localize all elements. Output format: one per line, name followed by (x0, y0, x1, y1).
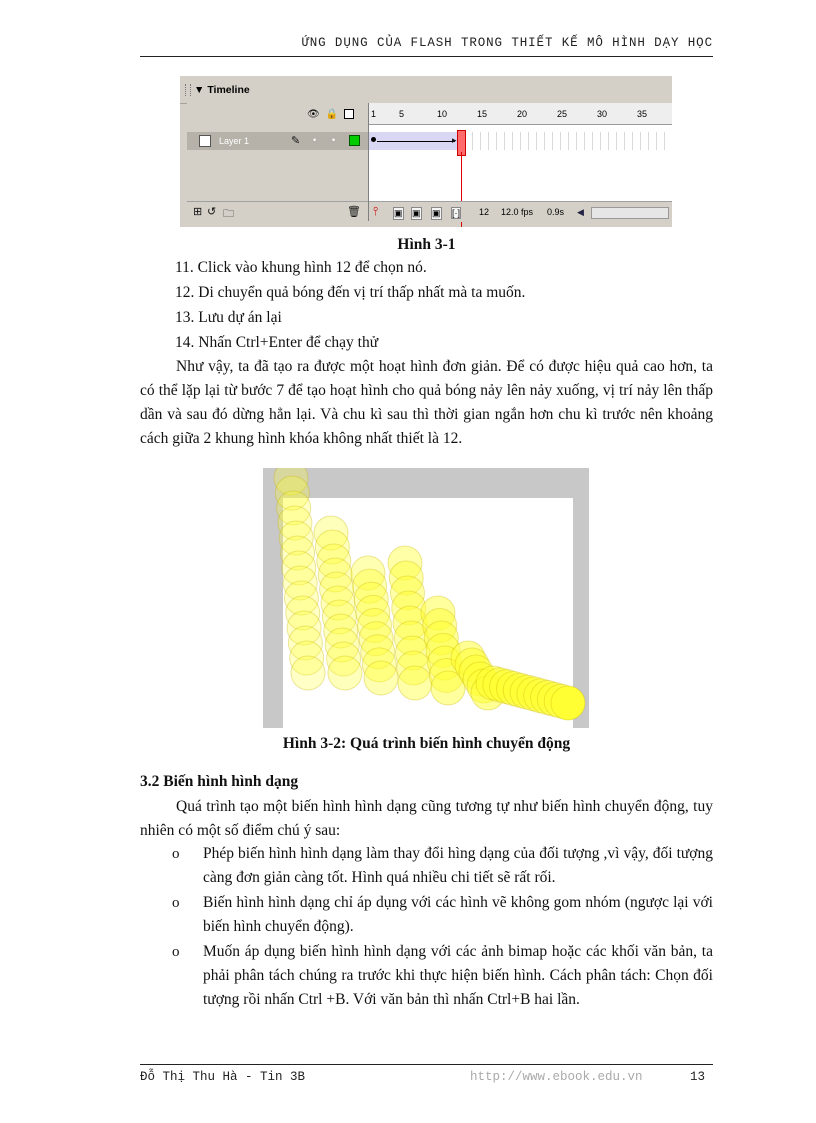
ruler-tick: 5 (399, 109, 405, 119)
keyframe-dot-icon (371, 137, 376, 142)
bullet-marker: o (172, 895, 180, 911)
bullet-marker: o (172, 944, 180, 960)
outline-icon (344, 109, 354, 119)
collapse-triangle-icon: ▼ (194, 84, 208, 96)
tween-arrow (377, 141, 455, 142)
visibility-dot-icon: • (313, 135, 317, 145)
onion-skin-balls (263, 468, 589, 728)
layer-name: Layer 1 (219, 136, 250, 146)
figure-1-caption: Hình 3-1 (397, 236, 456, 253)
current-frame: 12 (479, 207, 490, 217)
footer-author: Đỗ Thị Thu Hà - Tin 3B (140, 1070, 306, 1084)
bouncing-ball-figure (263, 468, 589, 728)
onion-outline-icon[interactable]: ▣ (412, 208, 421, 218)
bullet-marker: o (172, 846, 180, 862)
layer-icon (199, 135, 211, 147)
ruler-tick: 15 (477, 109, 488, 119)
timeline-title: Timeline (207, 84, 250, 96)
horizontal-scrollbar[interactable] (591, 207, 669, 219)
page-number: 13 (690, 1070, 706, 1084)
center-frame-icon[interactable]: ⫯ (373, 204, 379, 218)
delete-layer-icon[interactable]: 🗑 (347, 206, 361, 218)
ball-frame (551, 686, 585, 720)
tween-arrow-head-icon: ▸ (452, 135, 457, 145)
timeline-status-bar (369, 201, 672, 222)
ruler-tick: 1 (371, 109, 377, 119)
ruler-tick: 30 (597, 109, 608, 119)
paragraph-bouncing-ball: Như vậy, ta đã tạo ra được một hoạt hình đơn giản. Để có được hiệu quả cao hơn, ta có thể lặp lại từ bước 7 để tạo hoạt hình cho quả bóng nảy lên nảy xuống, vị trí nảy lên thấp dần và sau đó dừng hẳn lại. Và chu kì sau thì thời gian ngắn hơn chu kì trước nên khoảng cách giữa 2 khung hình khóa không nhất thiết là 12. (140, 358, 713, 447)
panel-grip-icon (185, 84, 191, 96)
frame-ruler (369, 103, 672, 125)
ruler-tick: 35 (637, 109, 648, 119)
bullet-item: Biến hình hình dạng chỉ áp dụng với các hình vẽ không gom nhóm (ngược lại với biến hình chuyển động). (203, 894, 713, 935)
layer-row[interactable] (187, 132, 368, 150)
onion-skin-icon[interactable]: ▣ (394, 208, 403, 218)
bullet-item: Phép biến hình hình dạng làm thay đổi hìng dạng của đối tượng ,vì vậy, đối tượng càng đơn giản càng tốt. Hình quá nhiều chi tiết sẽ rất rối. (203, 845, 713, 886)
step-14: 14. Nhấn Ctrl+Enter để chạy thử (175, 334, 379, 351)
ball-frame (328, 656, 362, 690)
lock-dot-icon: • (332, 135, 336, 145)
ball-frame (364, 661, 398, 695)
ruler-tick: 25 (557, 109, 568, 119)
step-12: 12. Di chuyển quả bóng đến vị trí thấp nhất mà ta muốn. (175, 284, 526, 301)
step-13: 13. Lưu dự án lại (175, 309, 282, 326)
footer-rule (140, 1064, 713, 1065)
add-guide-icon[interactable]: ↺ (207, 206, 217, 218)
edit-frames-icon[interactable]: ▣ (432, 208, 441, 218)
lock-icon: 🔒 (325, 109, 338, 120)
step-11: 11. Click vào khung hình 12 để chọn nó. (175, 259, 427, 276)
page-header: ỨNG DỤNG CỦA FLASH TRONG THIẾT KẾ MÔ HÌNH DẠY HỌC (301, 36, 713, 50)
ball-frame (291, 656, 325, 690)
eye-icon: 👁 (307, 109, 320, 120)
insert-folder-icon[interactable]: 🗀 (223, 208, 234, 220)
timeline-titlebar (180, 76, 672, 104)
pencil-icon: ✎ (291, 135, 301, 147)
motion-tween-span[interactable] (369, 132, 462, 150)
section-intro: Quá trình tạo một biến hình hình dạng cũng tương tự như biến hình chuyển động, tuy nhiên có một số điểm chú ý sau: (140, 798, 713, 839)
timeline-screenshot (180, 76, 672, 227)
ruler-tick: 10 (437, 109, 448, 119)
onion-markers-icon[interactable]: [·] (452, 208, 460, 218)
bullet-item: Muốn áp dụng biến hình hình dạng với các ảnh bimap hoặc các khối văn bản, ta phải phân tách chúng ra trước khi thực hiện biến hình. Cách phân tách: Chọn đối tượng rồi nhấn Ctrl +B. Với văn bản thì nhấn Ctrl+B hai lần. (203, 943, 713, 1008)
elapsed-time: 0.9s (547, 207, 565, 217)
insert-layer-icon[interactable]: ⊞ (193, 206, 203, 218)
ball-frame (398, 666, 432, 700)
ruler-tick: 20 (517, 109, 528, 119)
layer-color-icon (349, 135, 360, 146)
layer-toolbar (187, 201, 368, 222)
section-heading: 3.2 Biến hình hình dạng (140, 773, 299, 790)
header-rule (140, 56, 713, 57)
footer-url[interactable]: http://www.ebook.edu.vn (470, 1070, 643, 1084)
frame-rate: 12.0 fps (501, 207, 534, 217)
scroll-left-icon[interactable]: ◀ (577, 207, 584, 217)
figure-2-caption: Hình 3-2: Quá trình biến hình chuyển động (282, 735, 571, 752)
